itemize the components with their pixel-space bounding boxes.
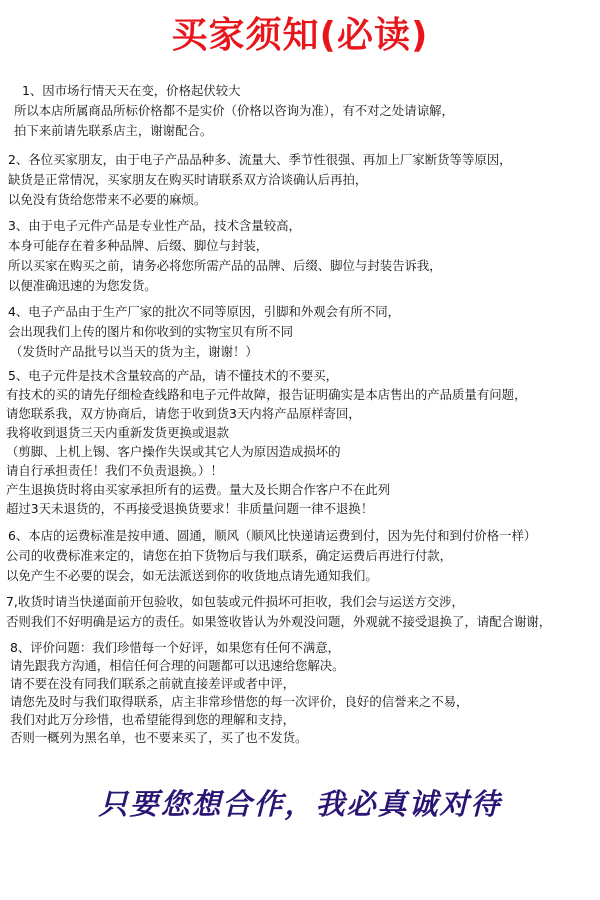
notice-line: 4、电子产品由于生产厂家的批次不同等原因，引脚和外观会有所不同， (8, 304, 400, 319)
notice-line: 有技术的买的请先仔细检查线路和电子元件故障，报告证明确实是本店售出的产品质量有问题， (6, 387, 527, 402)
footer-slogan: 只要您想合作，我必真诚对待 (98, 787, 502, 821)
notice-line: 1、因市场行情天天在变，价格起伏较大 (22, 83, 241, 98)
page-title: 买家须知(必读) (171, 15, 429, 56)
notice-line: 2、各位买家朋友，由于电子产品品种多、流量大、季节性很强、再加上厂家断货等等原因， (8, 152, 512, 167)
notice-line: 5、电子元件是技术含量较高的产品，请不懂技术的不要买， (8, 368, 339, 383)
notice-line: 以便准确迅速的为您发货。 (8, 278, 157, 293)
notice-line: 超过3天未退货的，不再接受退换货要求！非质量问题一律不退换！ (6, 501, 374, 516)
notice-line: 请您先及时与我们取得联系，店主非常珍惜您的每一次评价，良好的信誉来之不易， (10, 694, 469, 709)
notice-line: 缺货是正常情况，买家朋友在购买时请联系双方洽谈确认后再拍， (8, 172, 368, 187)
notice-line: 产生退换货时将由买家承担所有的运费。量大及长期合作客户不在此列 (6, 482, 391, 497)
notice-line: 本身可能存在着多种品牌、后缀、脚位与封装， (8, 238, 269, 253)
notice-line: 会出现我们上传的图片和你收到的实物宝贝有所不同 (8, 324, 293, 339)
notice-line: 所以买家在购买之前，请务必将您所需产品的品牌、后缀、脚位与封装告诉我， (8, 258, 442, 273)
notice-line: 否则我们不好明确是运方的责任。如果签收皆认为外观没问题，外观就不接受退换了，请配合谢谢， (6, 614, 552, 629)
notice-line: 以免没有货给您带来不必要的麻烦。 (8, 192, 207, 207)
notice-line: 以免产生不必要的误会，如无法派送到你的收货地点请先通知我们。 (6, 568, 378, 583)
notice-line: 请不要在没有同我们联系之前就直接差评或者中评， (10, 676, 295, 691)
notice-line: 我将收到退货三天内重新发货更换或退款 (6, 425, 230, 440)
notice-line: 所以本店所属商品所标价格都不是实价（价格以咨询为准），有不对之处请谅解， (14, 103, 454, 118)
notice-line: 请先跟我方沟通，相信任何合理的问题都可以迅速给您解决。 (10, 658, 345, 673)
notice-line: 3、由于电子元件产品是专业性产品，技术含量较高， (8, 218, 301, 233)
notice-line: 7,收货时请当快递面前开包验收，如包装或元件损坏可拒收，我们会与运送方交涉， (6, 594, 464, 609)
notice-line: 6、本店的运费标准是按申通、圆通，顺风（顺风比快递请运费到付，因为先付和到付价格一样） (8, 528, 537, 543)
notice-line: 请自行承担责任！我们不负责退换。）！ (6, 463, 223, 478)
notice-line: 8、评价问题：我们珍惜每一个好评，如果您有任何不满意， (10, 640, 341, 655)
notice-line: 我们对此万分珍惜，也希望能得到您的理解和支持， (10, 712, 295, 727)
notice-line: （剪脚、上机上锡、客户操作失误或其它人为原因造成损坏的 (6, 444, 341, 459)
notice-line: 请您联系我，双方协商后，请您于收到货3天内将产品原样寄回， (6, 406, 361, 421)
notice-line: 公司的收费标准来定的，请您在拍下货物后与我们联系，确定运费后再进行付款， (6, 548, 453, 563)
notice-line: 否则一概列为黑名单，也不要来买了，买了也不发货。 (10, 730, 308, 745)
notice-line: （发货时产品批号以当天的货为主，谢谢！） (10, 344, 258, 359)
notice-line: 拍下来前请先联系店主，谢谢配合。 (14, 123, 213, 138)
